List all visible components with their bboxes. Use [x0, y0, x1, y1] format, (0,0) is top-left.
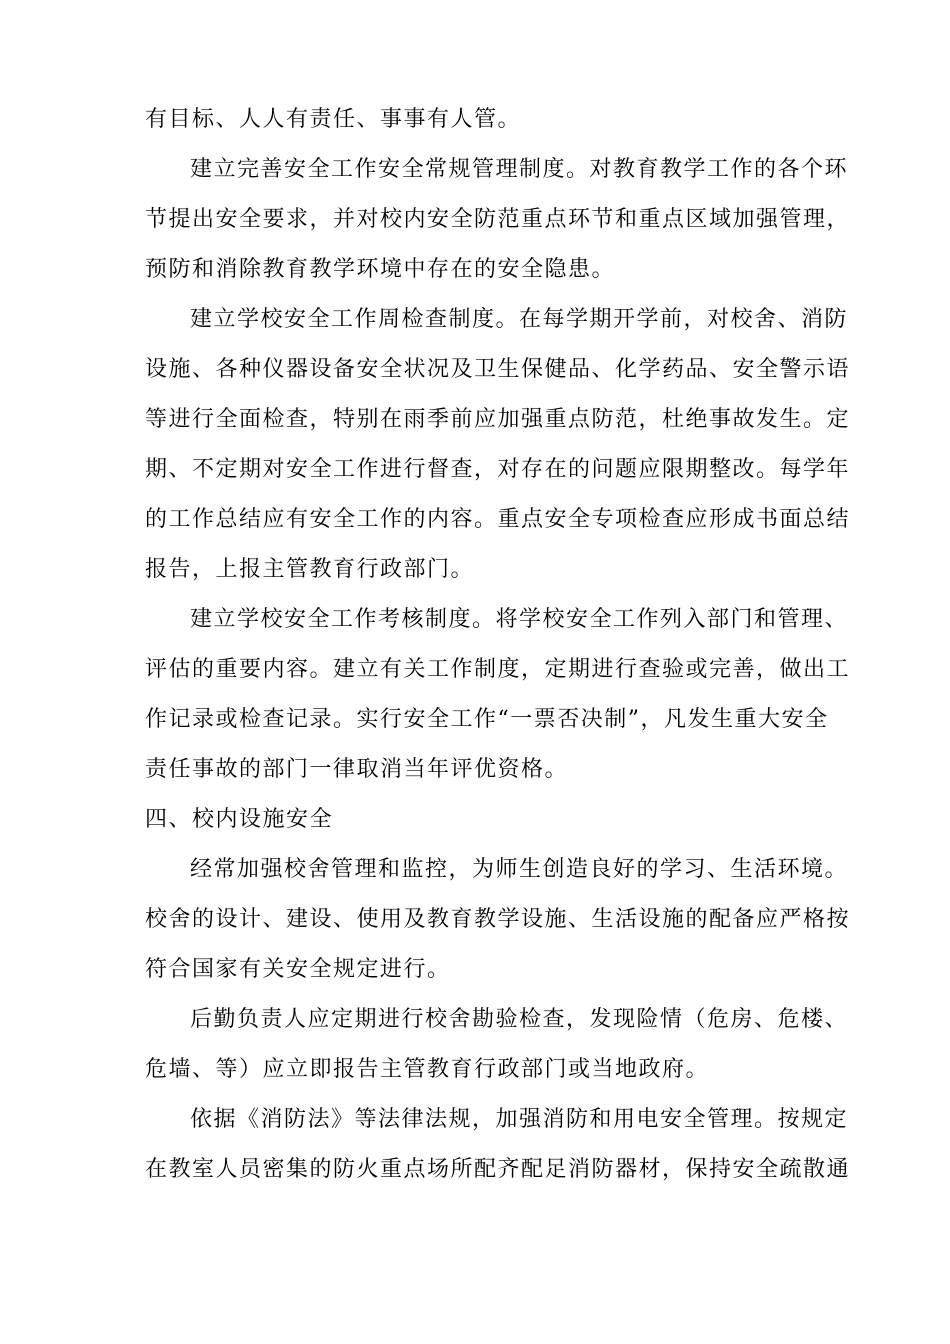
text-line: 作记录或检查记录。实行安全工作“一票否决制”，凡发生重大安全	[145, 707, 829, 732]
paragraph-first-line: 经常加强校舍管理和监控，为师生创造良好的学习、生活环境。	[190, 857, 849, 882]
text-line: 期、不定期对安全工作进行督查，对存在的问题应限期整改。每学年	[145, 457, 851, 482]
text-line: 预防和消除教育教学环境中存在的安全隐患。	[145, 257, 616, 282]
paragraph-first-line: 建立完善安全工作安全常规管理制度。对教育教学工作的各个环	[190, 157, 849, 182]
paragraph-first-line: 依据《消防法》等法律法规，加强消防和用电安全管理。按规定	[190, 1107, 849, 1132]
text-line: 在教室人员密集的防火重点场所配齐配足消防器材，保持安全疏散通	[145, 1157, 851, 1182]
text-line: 设施、各种仪器设备安全状况及卫生保健品、化学药品、安全警示语	[145, 357, 851, 382]
text-line: 符合国家有关安全规定进行。	[145, 957, 451, 982]
text-line: 报告，上报主管教育行政部门。	[145, 557, 475, 582]
text-line: 节提出安全要求，并对校内安全防范重点环节和重点区域加强管理，	[145, 207, 851, 232]
text-line: 有目标、人人有责任、事事有人管。	[145, 107, 522, 132]
text-line: 等进行全面检查，特别在雨季前应加强重点防范，杜绝事故发生。定	[145, 407, 851, 432]
text-line: 评估的重要内容。建立有关工作制度，定期进行查验或完善，做出工	[145, 657, 851, 682]
paragraph-first-line: 建立学校安全工作周检查制度。在每学期开学前，对校舍、消防	[190, 307, 849, 332]
paragraph-first-line: 建立学校安全工作考核制度。将学校安全工作列入部门和管理、	[190, 607, 849, 632]
text-line: 校舍的设计、建设、使用及教育教学设施、生活设施的配备应严格按	[145, 907, 851, 932]
section-heading: 四、校内设施安全	[145, 807, 334, 832]
text-line: 危墙、等）应立即报告主管教育行政部门或当地政府。	[145, 1057, 710, 1082]
text-line: 的工作总结应有安全工作的内容。重点安全专项检查应形成书面总结	[145, 507, 851, 532]
text-line: 责任事故的部门一律取消当年评优资格。	[145, 757, 569, 782]
paragraph-first-line: 后勤负责人应定期进行校舍勘验检查，发现险情（危房、危楼、	[190, 1007, 849, 1032]
